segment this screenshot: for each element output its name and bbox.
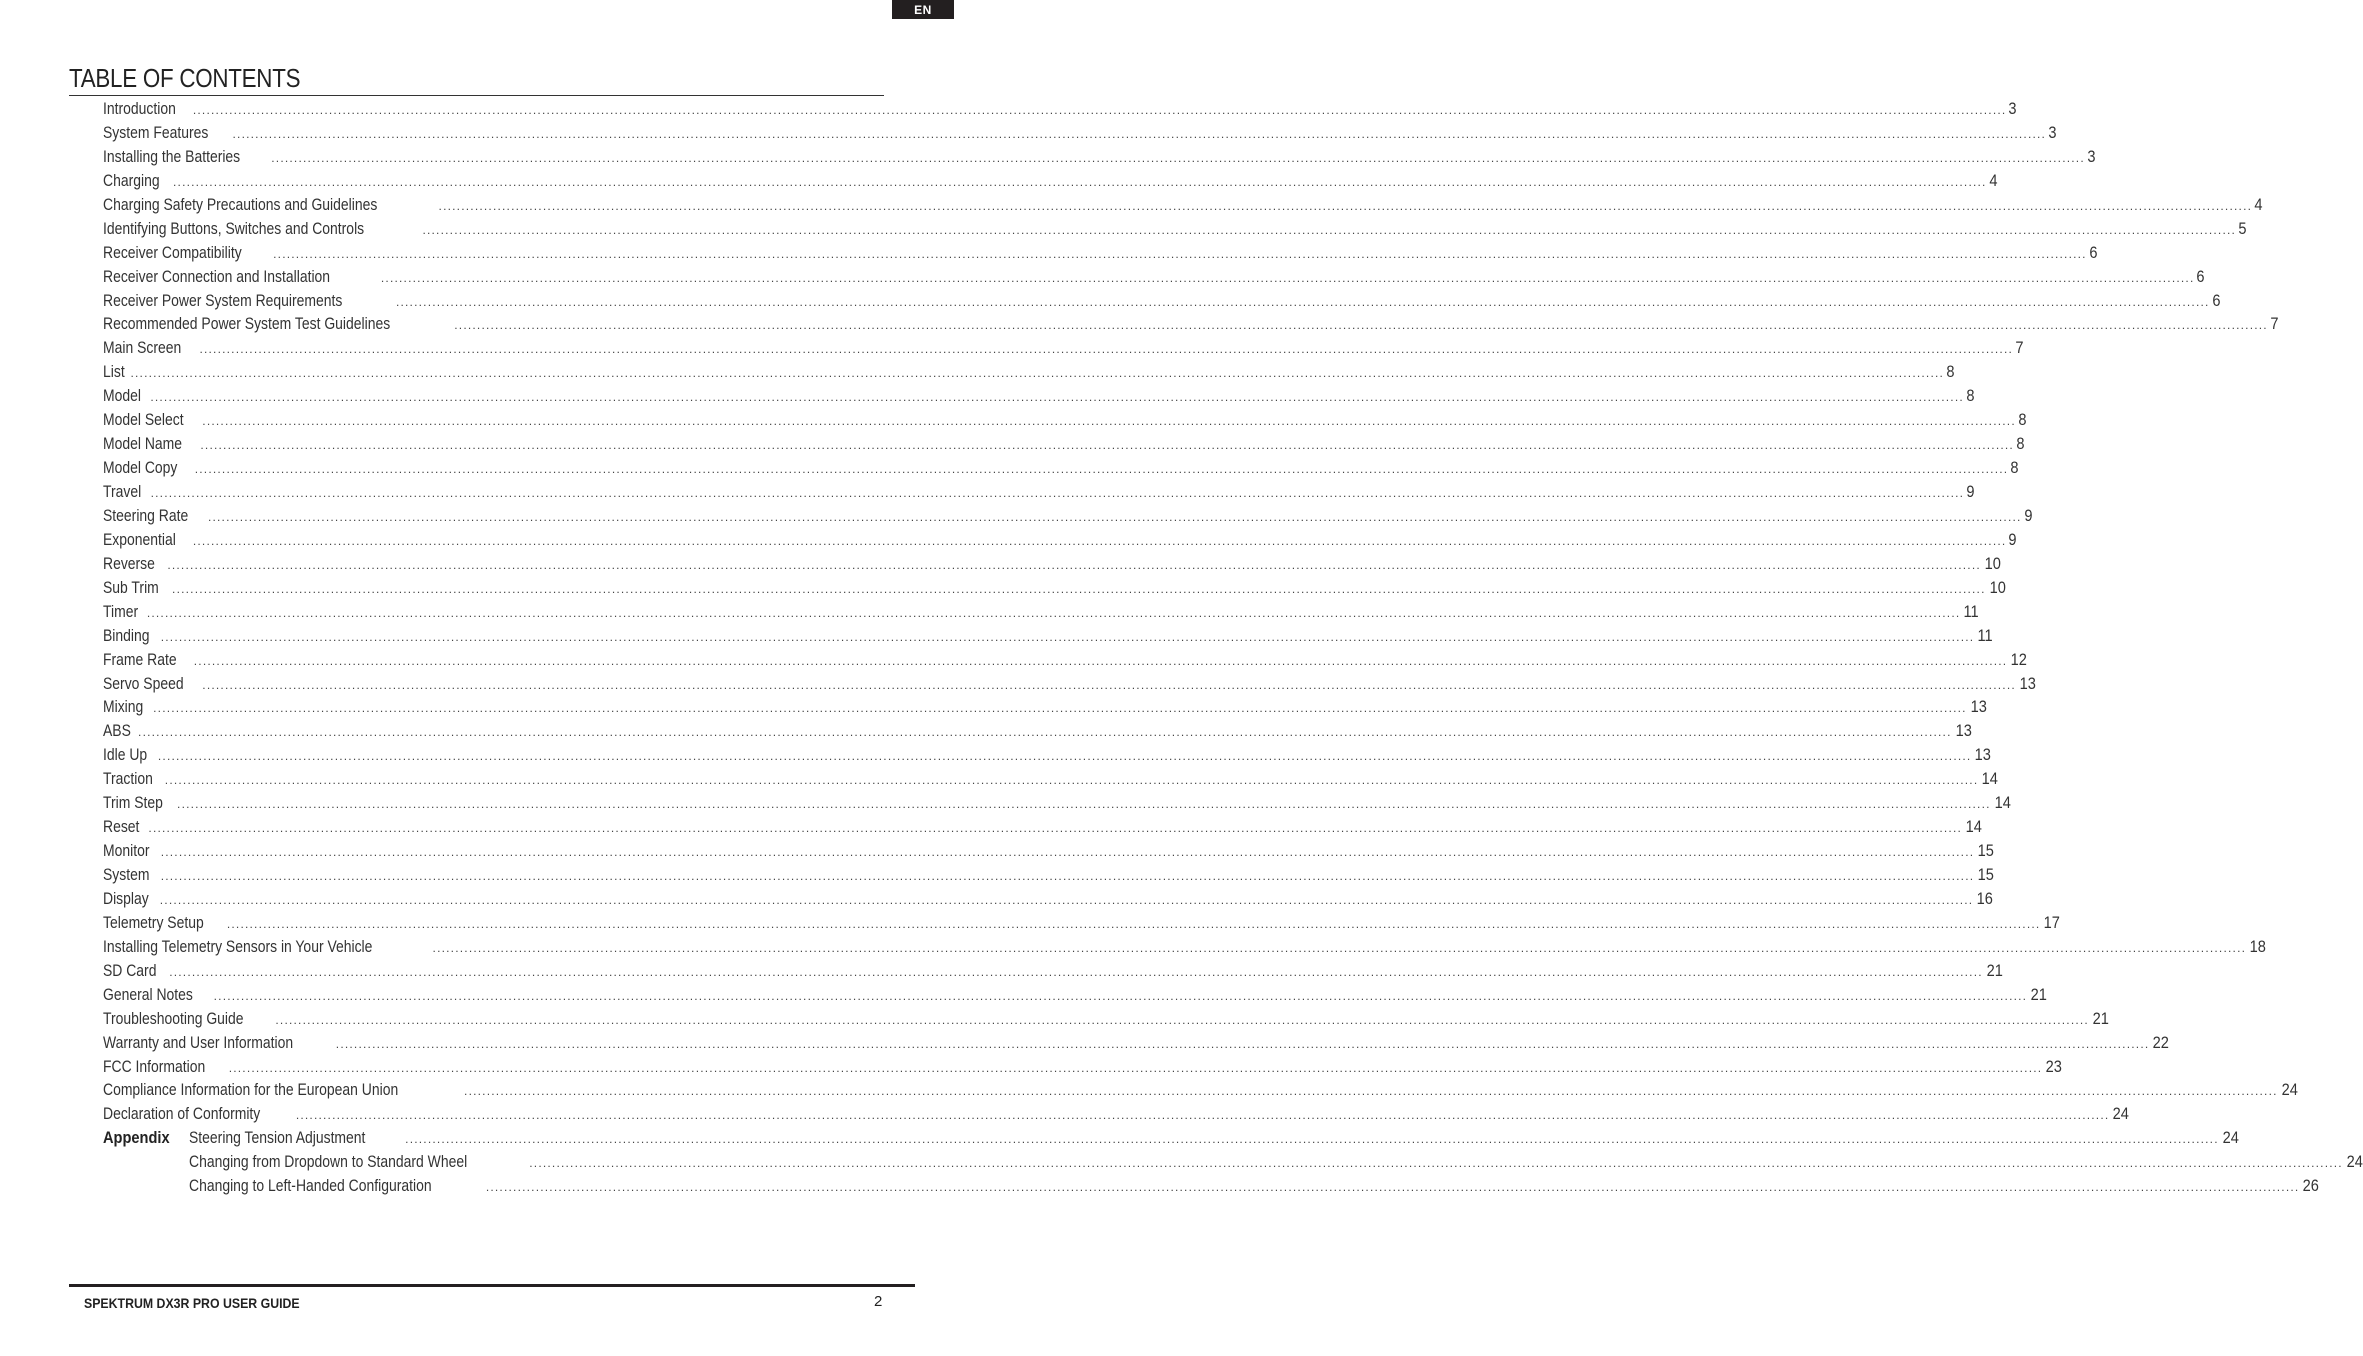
title-divider xyxy=(69,95,884,96)
toc-entry[interactable] xyxy=(103,1174,2320,1198)
dot-leader: ................................................................................................................................................................................................................................................................................................................................................................................................................ xyxy=(194,462,2009,477)
toc-entry[interactable] xyxy=(103,839,1995,863)
toc-entry[interactable] xyxy=(103,863,1995,887)
toc-entry[interactable] xyxy=(103,983,2048,1007)
page-number: 2 xyxy=(874,1293,883,1310)
toc-entry-page: 8 xyxy=(2018,410,2027,430)
toc-entry-page: 9 xyxy=(1966,482,1975,501)
toc-entry-label: Troubleshooting Guide xyxy=(103,1008,244,1028)
toc-entry[interactable] xyxy=(103,959,2003,983)
toc-entry[interactable] xyxy=(103,408,2027,432)
toc-entry-page: 11 xyxy=(1963,601,1980,621)
toc-entry-page: 15 xyxy=(1977,841,1995,861)
toc-entry-label: Model Copy xyxy=(103,458,178,478)
page-title: TABLE OF CONTENTS xyxy=(69,63,301,93)
toc-entry[interactable] xyxy=(103,600,1980,624)
toc-entry-page: 4 xyxy=(1988,170,1998,190)
toc-entry-page: 21 xyxy=(2030,984,2048,1004)
toc-entry-label: FCC Information xyxy=(103,1056,206,1076)
toc-entry[interactable] xyxy=(103,672,2036,696)
toc-entry[interactable] xyxy=(103,1150,2363,1174)
dot-leader: ................................................................................................................................................................................................................................................................................................................................................................................................................ xyxy=(207,509,2022,524)
toc-entry[interactable] xyxy=(103,145,2096,169)
toc-entry-label: Servo Speed xyxy=(103,673,184,693)
toc-entry-label: Binding xyxy=(103,625,150,645)
toc-entry-page: 23 xyxy=(2045,1056,2063,1076)
footer-divider xyxy=(69,1284,915,1287)
toc-entry-page: 16 xyxy=(1976,888,1994,908)
toc-entry-page: 21 xyxy=(1986,960,2003,980)
dot-leader: ................................................................................................................................................................................................................................................................................................................................................................................................................ xyxy=(153,701,1967,716)
toc-entry-label: Changing from Dropdown to Standard Wheel xyxy=(189,1152,468,1172)
dot-leader: ................................................................................................................................................................................................................................................................................................................................................................................................................ xyxy=(160,629,1975,644)
toc-entry[interactable] xyxy=(103,193,2263,217)
toc-entry-page: 9 xyxy=(2023,505,2033,525)
toc-entry-page: 10 xyxy=(1989,577,2006,597)
toc-entry-label: Changing to Left-Handed Configuration xyxy=(189,1176,432,1196)
toc-entry[interactable] xyxy=(103,552,2001,576)
dot-leader: ................................................................................................................................................................................................................................................................................................................................................................................................................ xyxy=(200,438,2014,453)
toc-entry-label: Model Select xyxy=(103,410,184,430)
dot-leader: ................................................................................................................................................................................................................................................................................................................................................................................................................ xyxy=(380,270,2195,285)
toc-entry[interactable] xyxy=(103,360,1955,384)
dot-leader: ................................................................................................................................................................................................................................................................................................................................................................................................................ xyxy=(295,1108,2110,1123)
toc-entry-page: 3 xyxy=(2048,122,2057,142)
toc-entry-page: 13 xyxy=(2019,673,2036,693)
dot-leader: ................................................................................................................................................................................................................................................................................................................................................................................................................ xyxy=(422,222,2237,237)
toc-entry-label: SD Card xyxy=(103,960,157,980)
toc-entry-label: Model Name xyxy=(103,434,183,454)
toc-entry[interactable] xyxy=(103,1078,2298,1102)
toc-entry-page: 13 xyxy=(1975,745,1992,765)
toc-entry-label: Mixing xyxy=(103,697,144,717)
toc-entry[interactable] xyxy=(103,121,2057,145)
toc-entry[interactable] xyxy=(103,265,2205,289)
toc-entry-label: Charging Safety Precautions and Guidelines xyxy=(103,194,378,214)
toc-entry[interactable] xyxy=(103,648,2028,672)
toc-entry-page: 14 xyxy=(1982,769,1999,789)
toc-entry-label: Sub Trim xyxy=(103,577,159,597)
toc-entry[interactable] xyxy=(103,815,1982,839)
toc-entry[interactable] xyxy=(103,336,2024,360)
toc-entry-page: 14 xyxy=(1965,817,1982,837)
dot-leader: ................................................................................................................................................................................................................................................................................................................................................................................................................ xyxy=(228,1060,2043,1075)
toc-entry-page: 14 xyxy=(1994,793,2011,813)
dot-leader: ................................................................................................................................................................................................................................................................................................................................................................................................................ xyxy=(157,749,1972,764)
toc-entry-label: Installing Telemetry Sensors in Your Vehicle xyxy=(103,936,373,956)
dot-leader: ................................................................................................................................................................................................................................................................................................................................................................................................................ xyxy=(192,103,2007,117)
toc-entry-page: 3 xyxy=(2008,99,2017,118)
toc-entry-label: Receiver Compatibility xyxy=(103,242,242,262)
toc-entry[interactable] xyxy=(103,887,1994,911)
dot-leader: ................................................................................................................................................................................................................................................................................................................................................................................................................ xyxy=(395,294,2210,309)
toc-entry-label: System xyxy=(103,865,150,884)
toc-entry-page: 24 xyxy=(2346,1152,2363,1172)
dot-leader: ................................................................................................................................................................................................................................................................................................................................................................................................................ xyxy=(438,198,2253,213)
toc-entry[interactable] xyxy=(103,456,2019,480)
toc-entry-label: Reverse xyxy=(103,553,155,573)
toc-entry-page: 6 xyxy=(2196,266,2205,286)
toc-list xyxy=(103,97,2363,1198)
dot-leader: ................................................................................................................................................................................................................................................................................................................................................................................................................ xyxy=(192,533,2007,548)
toc-entry-page: 8 xyxy=(1946,362,1955,382)
toc-entry-page: 12 xyxy=(2010,649,2028,669)
toc-entry-label: List xyxy=(103,362,125,382)
toc-entry-page: 24 xyxy=(2113,1104,2130,1124)
toc-entry-page: 8 xyxy=(2016,434,2025,454)
toc-entry-page: 13 xyxy=(1970,697,1987,717)
dot-leader: ................................................................................................................................................................................................................................................................................................................................................................................................................ xyxy=(335,1036,2150,1051)
toc-entry-page: 24 xyxy=(2222,1128,2239,1148)
dot-leader: ................................................................................................................................................................................................................................................................................................................................................................................................................ xyxy=(202,677,2016,692)
toc-entry[interactable] xyxy=(103,719,1972,743)
toc-entry[interactable] xyxy=(103,241,2098,265)
toc-entry-label: Telemetry Setup xyxy=(103,912,204,932)
toc-entry-label: Monitor xyxy=(103,841,150,861)
language-tab: EN xyxy=(892,0,954,19)
toc-entry-page: 7 xyxy=(2270,314,2279,334)
toc-entry[interactable] xyxy=(103,384,1975,408)
toc-entry[interactable] xyxy=(103,1102,2130,1126)
toc-entry-page: 13 xyxy=(1955,721,1972,741)
appendix-heading: Appendix xyxy=(103,1128,170,1148)
toc-entry[interactable] xyxy=(103,289,2221,313)
toc-entry-label: Steering Tension Adjustment xyxy=(189,1128,366,1148)
dot-leader: ................................................................................................................................................................................................................................................................................................................................................................................................................ xyxy=(485,1180,2300,1195)
toc-entry-page: 26 xyxy=(2303,1176,2320,1196)
dot-leader: ................................................................................................................................................................................................................................................................................................................................................................................................................ xyxy=(273,246,2087,261)
toc-entry[interactable] xyxy=(103,217,2247,241)
dot-leader: ................................................................................................................................................................................................................................................................................................................................................................................................................ xyxy=(226,916,2041,931)
toc-entry-label: Declaration of Conformity xyxy=(103,1104,261,1124)
toc-entry[interactable] xyxy=(103,791,2011,815)
toc-entry[interactable] xyxy=(103,504,2033,528)
toc-entry-page: 21 xyxy=(2092,1008,2109,1028)
dot-leader: ................................................................................................................................................................................................................................................................................................................................................................................................................ xyxy=(148,821,1963,836)
toc-entry-label: Exponential xyxy=(103,529,176,549)
toc-entry-page: 17 xyxy=(2044,912,2061,932)
dot-leader: ................................................................................................................................................................................................................................................................................................................................................................................................................ xyxy=(529,1156,2343,1171)
toc-entry-label: Warranty and User Information xyxy=(103,1032,294,1052)
toc-entry-page: 5 xyxy=(2238,218,2247,238)
toc-entry-label: Model xyxy=(103,386,141,406)
toc-entry[interactable] xyxy=(103,528,2017,552)
toc-entry-page: 11 xyxy=(1977,625,1993,645)
toc-entry[interactable] xyxy=(103,312,2279,336)
dot-leader: ................................................................................................................................................................................................................................................................................................................................................................................................................ xyxy=(464,1084,2278,1099)
toc-entry-label: ABS xyxy=(103,721,131,741)
dot-leader: ................................................................................................................................................................................................................................................................................................................................................................................................................ xyxy=(130,366,1945,381)
toc-entry-page: 8 xyxy=(2010,458,2019,478)
toc-entry-label: General Notes xyxy=(103,984,193,1004)
toc-entry[interactable] xyxy=(103,1126,2239,1150)
dot-leader: ................................................................................................................................................................................................................................................................................................................................................................................................................ xyxy=(146,605,1961,620)
dot-leader: ................................................................................................................................................................................................................................................................................................................................................................................................................ xyxy=(177,797,1991,812)
toc-entry-label: Main Screen xyxy=(103,338,182,358)
toc-entry[interactable] xyxy=(103,695,1987,719)
toc-entry-page: 3 xyxy=(2087,146,2096,166)
toc-entry-page: 24 xyxy=(2281,1080,2298,1100)
dot-leader: ................................................................................................................................................................................................................................................................................................................................................................................................................ xyxy=(213,988,2028,1003)
toc-entry[interactable] xyxy=(103,935,2267,959)
toc-entry-page: 10 xyxy=(1984,553,2001,573)
toc-entry-page: 9 xyxy=(2008,529,2017,549)
toc-entry-label: Idle Up xyxy=(103,745,148,765)
dot-leader: ................................................................................................................................................................................................................................................................................................................................................................................................................ xyxy=(193,653,2008,668)
toc-entry[interactable] xyxy=(103,432,2025,456)
toc-entry[interactable] xyxy=(103,480,1975,504)
dot-leader: ................................................................................................................................................................................................................................................................................................................................................................................................................ xyxy=(159,892,1974,907)
toc-entry-label: Display xyxy=(103,888,149,908)
dot-leader: ................................................................................................................................................................................................................................................................................................................................................................................................................ xyxy=(167,557,1981,572)
toc-entry-label: Trim Step xyxy=(103,793,163,813)
toc-entry[interactable] xyxy=(103,743,1992,767)
toc-entry[interactable] xyxy=(103,97,2017,121)
dot-leader: ................................................................................................................................................................................................................................................................................................................................................................................................................ xyxy=(232,126,2047,141)
toc-entry[interactable] xyxy=(103,576,2006,600)
toc-entry-label: Reset xyxy=(103,817,140,837)
dot-leader: ................................................................................................................................................................................................................................................................................................................................................................................................................ xyxy=(405,1132,2219,1147)
toc-entry-label: Charging xyxy=(103,170,160,190)
footer-guide-title: SPEKTRUM DX3R PRO USER GUIDE xyxy=(84,1295,300,1311)
toc-entry[interactable] xyxy=(103,1055,2063,1079)
toc-entry-label: Timer xyxy=(103,601,139,621)
dot-leader: ................................................................................................................................................................................................................................................................................................................................................................................................................ xyxy=(164,773,1979,788)
dot-leader: ................................................................................................................................................................................................................................................................................................................................................................................................................ xyxy=(202,414,2016,429)
dot-leader: ................................................................................................................................................................................................................................................................................................................................................................................................................ xyxy=(160,845,1975,860)
toc-entry-label: Installing the Batteries xyxy=(103,146,241,166)
dot-leader: ................................................................................................................................................................................................................................................................................................................................................................................................................ xyxy=(199,342,2014,357)
toc-entry-label: Receiver Connection and Installation xyxy=(103,266,331,286)
toc-entry-page: 6 xyxy=(2089,242,2098,262)
toc-entry-page: 7 xyxy=(2015,338,2024,358)
dot-leader: ................................................................................................................................................................................................................................................................................................................................................................................................................ xyxy=(454,318,2268,333)
dot-leader: ................................................................................................................................................................................................................................................................................................................................................................................................................ xyxy=(150,390,1964,405)
dot-leader: ................................................................................................................................................................................................................................................................................................................................................................................................................ xyxy=(173,174,1987,189)
dot-leader: ................................................................................................................................................................................................................................................................................................................................................................................................................ xyxy=(138,725,1952,740)
toc-entry-label: Travel xyxy=(103,482,142,501)
dot-leader: ................................................................................................................................................................................................................................................................................................................................................................................................................ xyxy=(271,150,2085,165)
toc-entry-page: 15 xyxy=(1977,865,1995,884)
dot-leader: ................................................................................................................................................................................................................................................................................................................................................................................................................ xyxy=(150,486,1965,500)
toc-entry-label: Frame Rate xyxy=(103,649,177,669)
toc-entry-label: Traction xyxy=(103,769,153,789)
dot-leader: ................................................................................................................................................................................................................................................................................................................................................................................................................ xyxy=(160,869,1975,883)
toc-entry[interactable] xyxy=(103,1031,2170,1055)
toc-entry-label: Identifying Buttons, Switches and Controls xyxy=(103,218,365,238)
toc-entry-label: Recommended Power System Test Guidelines xyxy=(103,314,391,334)
toc-entry[interactable] xyxy=(103,911,2061,935)
toc-entry-label: Receiver Power System Requirements xyxy=(103,290,343,310)
dot-leader: ................................................................................................................................................................................................................................................................................................................................................................................................................ xyxy=(432,940,2247,955)
toc-entry-label: Introduction xyxy=(103,99,176,118)
toc-entry-page: 6 xyxy=(2211,290,2221,310)
toc-entry[interactable] xyxy=(103,1007,2109,1031)
toc-entry-page: 8 xyxy=(1966,386,1975,406)
toc-entry-label: Compliance Information for the European Union xyxy=(103,1080,399,1100)
dot-leader: ................................................................................................................................................................................................................................................................................................................................................................................................................ xyxy=(172,581,1986,596)
dot-leader: ................................................................................................................................................................................................................................................................................................................................................................................................................ xyxy=(169,964,1983,979)
toc-entry[interactable] xyxy=(103,767,1999,791)
dot-leader: ................................................................................................................................................................................................................................................................................................................................................................................................................ xyxy=(275,1012,2089,1027)
toc-entry-label: Steering Rate xyxy=(103,505,189,525)
toc-entry-page: 4 xyxy=(2254,194,2263,214)
toc-entry[interactable] xyxy=(103,624,1993,648)
toc-entry[interactable] xyxy=(103,169,1998,193)
toc-entry-label: System Features xyxy=(103,122,209,142)
toc-entry-page: 18 xyxy=(2249,936,2267,956)
toc-entry-page: 22 xyxy=(2153,1032,2170,1052)
